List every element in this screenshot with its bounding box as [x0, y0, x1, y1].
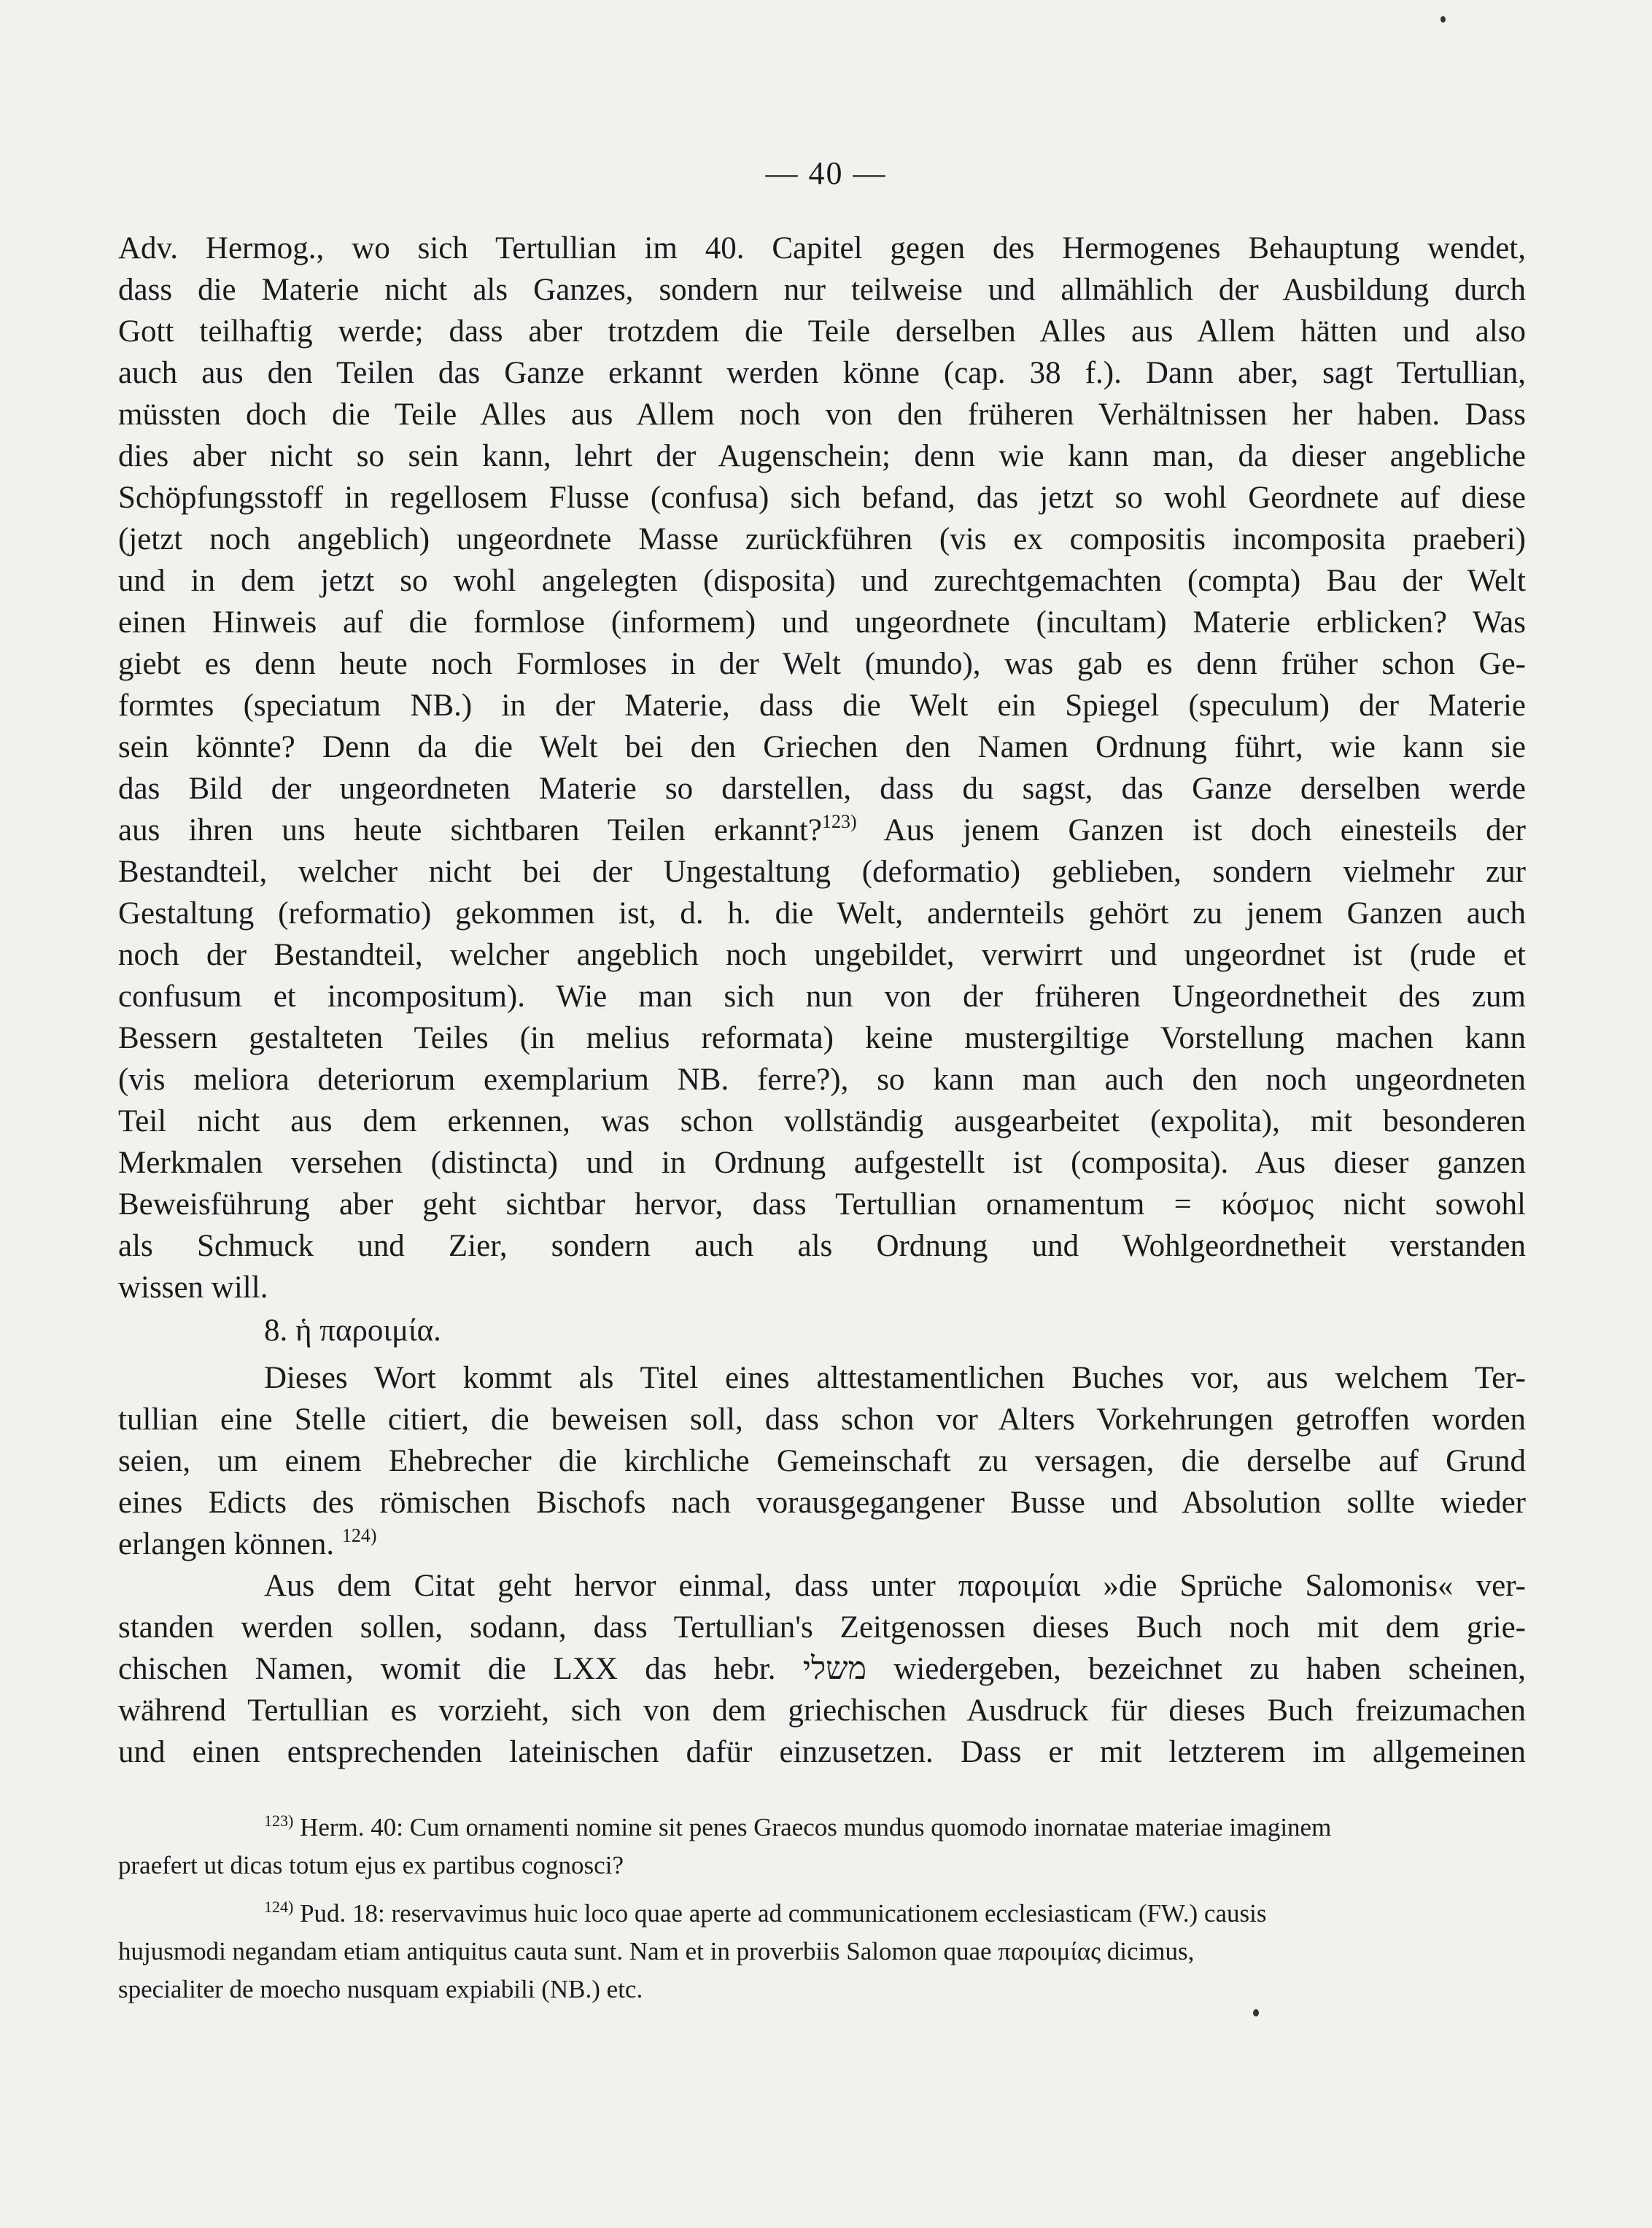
- section-heading: [118, 1308, 1526, 1357]
- text-run: Herm. 40: Cum ornamenti nomine sit penes Graecos mundus quomodo inornatae materiae imaginem: [300, 1813, 1332, 1841]
- text-line: Teil nicht aus dem erkennen, was schon vollständig ausgearbeitet (expolita), mit besonderen: [118, 1104, 1526, 1138]
- text-line: chischen Namen, womit die LXX das hebr. משלי wiedergeben, bezeichnet zu haben scheinen,: [118, 1652, 1526, 1686]
- text-line: confusum et incompositum). Wie man sich nun von der früheren Ungeordnetheit des zum: [118, 979, 1526, 1014]
- text-line: wissen will.: [118, 1270, 268, 1305]
- text-line: das Bild der ungeordneten Materie so darstellen, dass du sagst, das Ganze derselben werde: [118, 772, 1526, 806]
- text-line: (jetzt noch angeblich) ungeordnete Masse zurückführen (vis ex compositis incomposita praeberi): [118, 522, 1526, 556]
- text-run: Aus jenem Ganzen ist doch einesteils der: [856, 813, 1526, 847]
- text-line: Schöpfungsstoff in regellosem Flusse (confusa) sich befand, das jetzt so wohl Geordnete auf diese: [118, 481, 1526, 515]
- text-line: und in dem jetzt so wohl angelegten (disposita) und zurechtgemachten (compta) Bau der Welt: [118, 564, 1526, 598]
- text-line: Dieses Wort kommt als Titel eines alttestamentlichen Buches vor, aus welchem Ter-: [264, 1361, 1526, 1395]
- text-line: Gott teilhaftig werde; dass aber trotzdem die Teile derselben Alles aus Allem hätten und also: [118, 314, 1526, 349]
- text-line: als Schmuck und Zier, sondern auch als Ordnung und Wohlgeordnetheit verstanden: [118, 1229, 1526, 1263]
- paragraph: [118, 228, 1526, 1308]
- text-line: dass die Materie nicht als Ganzes, sondern nur teilweise und allmählich der Ausbildung durch: [118, 273, 1526, 307]
- section-number: 8.: [264, 1313, 288, 1348]
- paragraph: [118, 1565, 1526, 1773]
- text-line: auch aus den Teilen das Ganze erkannt werden könne (cap. 38 f.). Dann aber, sagt Tertullian,: [118, 356, 1526, 390]
- text-line: standen werden sollen, sodann, dass Tertullian's Zeitgenossen dieses Buch noch mit dem grie-: [118, 1610, 1526, 1645]
- text-line: Aus dem Citat geht hervor einmal, dass unter παροιμίαι »die Sprüche Salomonis« ver-: [264, 1569, 1526, 1603]
- speck-mark: [1253, 2009, 1259, 2017]
- footnotes: [118, 1809, 1526, 2019]
- text-line: tullian eine Stelle citiert, die beweisen soll, dass schon vor Alters Vorkehrungen getroffen worden: [118, 1402, 1526, 1437]
- text-run: hujusmodi negandam etiam antiquitus cauta sunt. Nam et in proverbiis Salomon quae παροιμίας dicimus,: [118, 1937, 1195, 1965]
- text-line: Beweisführung aber geht sichtbar hervor, dass Tertullian ornamentum = κόσμος nicht sowohl: [118, 1187, 1526, 1222]
- text-line: dies aber nicht so sein kann, lehrt der Augenschein; denn wie kann man, da dieser angebliche: [118, 439, 1526, 473]
- footnote-ref: 124): [341, 1525, 377, 1546]
- text-line: giebt es denn heute noch Formloses in der Welt (mundo), was gab es denn früher schon Ge-: [118, 647, 1526, 681]
- text-line: Adv. Hermog., wo sich Tertullian im 40. Capitel gegen des Hermogenes Behauptung wendet,: [118, 231, 1526, 265]
- text-line: [118, 810, 1526, 851]
- text-line: Gestaltung (reformatio) gekommen ist, d. h. die Welt, andernteils gehört zu jenem Ganzen auch: [118, 896, 1526, 931]
- text-run: Pud. 18: reservavimus huic loco quae aperte ad communicationem ecclesiasticam (FW.) causis: [300, 1899, 1267, 1928]
- text-line: während Tertullian es vorzieht, sich von dem griechischen Ausdruck für dieses Buch freizumachen: [118, 1693, 1526, 1728]
- text-line: Bestandteil, welcher nicht bei der Ungestaltung (deformatio) geblieben, sondern vielmehr zur: [118, 855, 1526, 889]
- text-line: (vis meliora deteriorum exemplarium NB. ferre?), so kann man auch den noch ungeordneten: [118, 1063, 1526, 1097]
- text-line: Bessern gestalteten Teiles (in melius reformata) keine mustergiltige Vorstellung machen kann: [118, 1021, 1526, 1055]
- text-line: seien, um einem Ehebrecher die kirchliche Gemeinschaft zu versagen, die derselbe auf Grund: [118, 1444, 1526, 1478]
- text-run: aus ihren uns heute sichtbaren Teilen erkannt?: [118, 813, 822, 847]
- text-run: erlangen können.: [118, 1527, 335, 1561]
- text-line: einen Hinweis auf die formlose (informem) und ungeordnete (incultam) Materie erblicken? Was: [118, 605, 1526, 640]
- paragraph: [118, 1357, 1526, 1565]
- footnote-ref: 123): [821, 811, 857, 832]
- text-line: [118, 1523, 1526, 1565]
- footnote-line: [118, 1895, 1526, 2008]
- text-line: Merkmalen versehen (distincta) und in Ordnung aufgestellt ist (composita). Aus dieser ganzen: [118, 1146, 1526, 1180]
- page-number: — 40 —: [765, 155, 887, 191]
- footnote-line: [118, 1809, 1526, 1885]
- text-line: müssten doch die Teile Alles aus Allem noch von den früheren Verhältnissen her haben. Dass: [118, 397, 1526, 432]
- text-line: sein könnte? Denn da die Welt bei den Griechen den Namen Ordnung führt, wie kann sie: [118, 730, 1526, 764]
- section-title: ἡ παροιμία.: [295, 1313, 441, 1348]
- text-line: eines Edicts des römischen Bischofs nach vorausgegangener Busse und Absolution sollte wieder: [118, 1486, 1526, 1520]
- text-line: formtes (speciatum NB.) in der Materie, dass die Welt ein Spiegel (speculum) der Materie: [118, 688, 1526, 723]
- speck-mark: [1440, 16, 1446, 23]
- text-run: specialiter de moecho nusquam expiabili (NB.) etc.: [118, 1975, 643, 2003]
- text-line: und einen entsprechenden lateinischen dafür einzusetzen. Dass er mit letzterem im allgemeinen: [118, 1735, 1526, 1769]
- text-line: noch der Bestandteil, welcher angeblich noch ungebildet, verwirrt und ungeordnet ist (rude et: [118, 938, 1526, 972]
- footnote: [118, 1895, 1526, 2008]
- footnote: [118, 1809, 1526, 1885]
- footnote-mark: 124): [264, 1898, 294, 1916]
- footnote-mark: 123): [264, 1812, 294, 1830]
- text-run: praefert ut dicas totum ejus ex partibus cognosci?: [118, 1851, 624, 1879]
- main-text: [118, 228, 1526, 1773]
